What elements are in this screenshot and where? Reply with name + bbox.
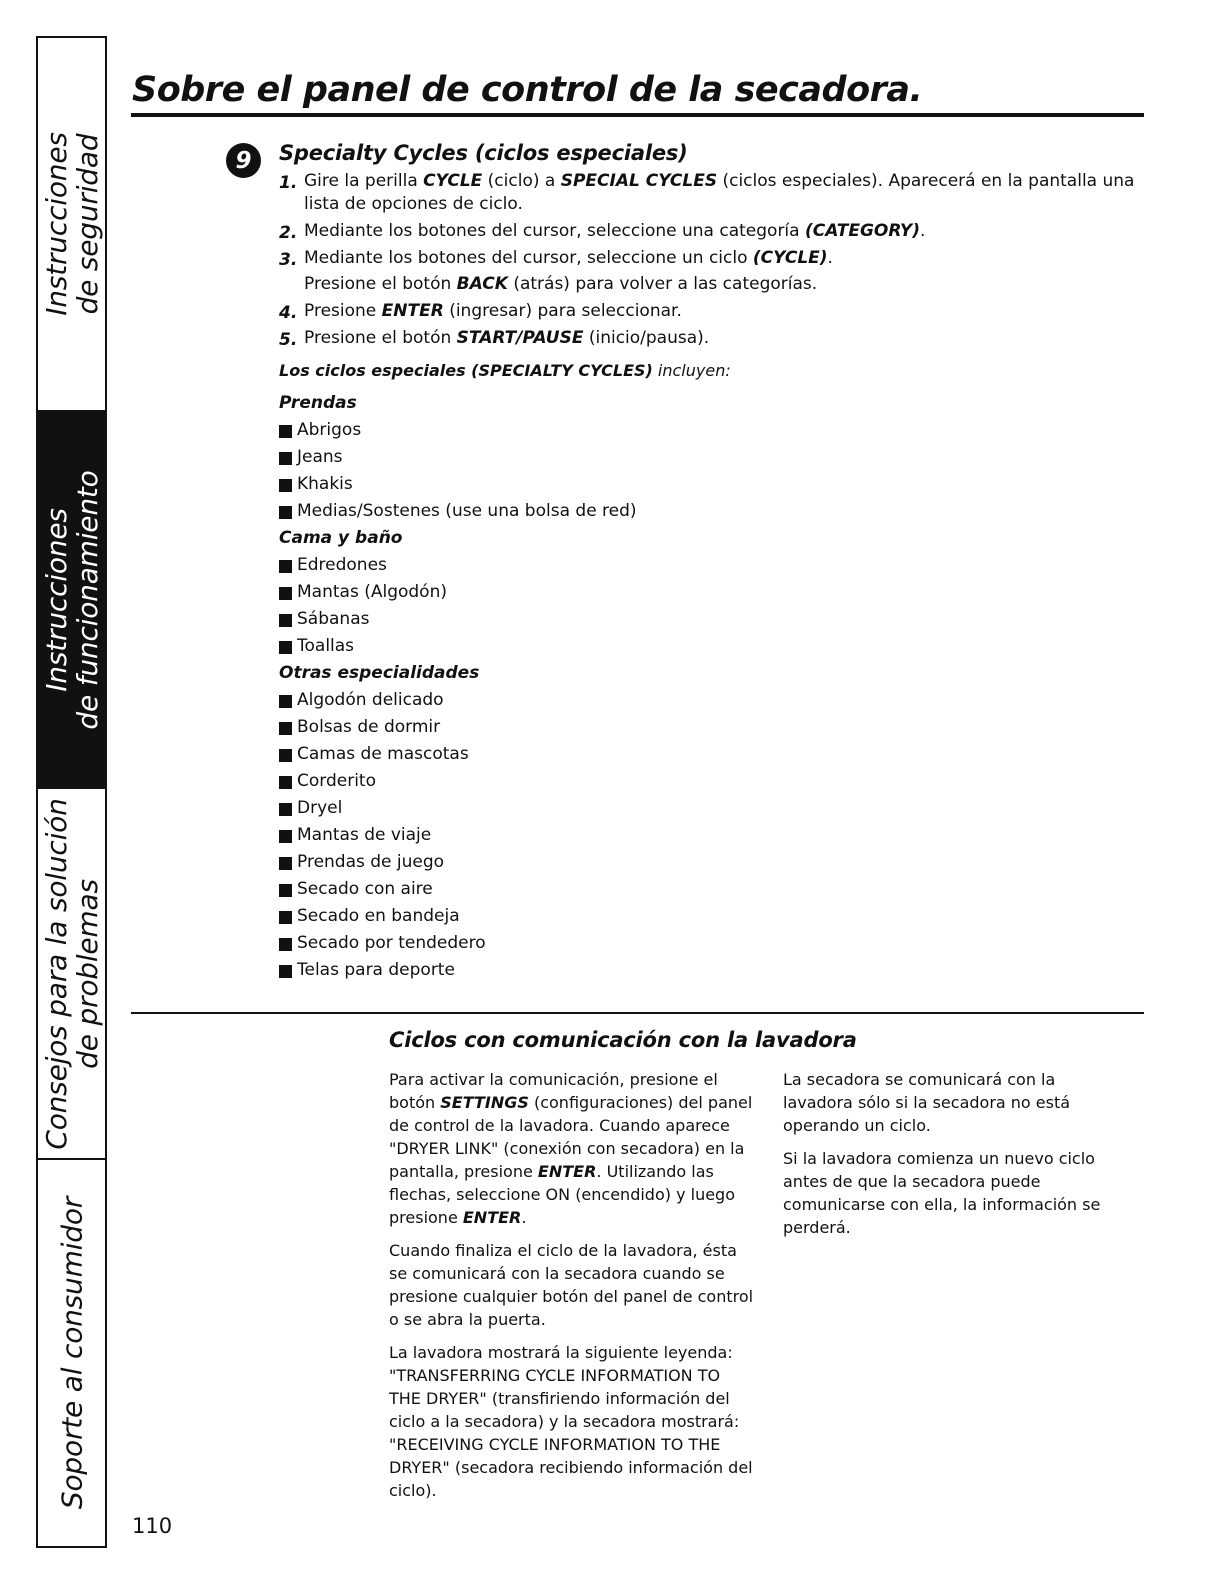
paragraph-activate: Para activar la comunicación, presione el botón SETTINGS (configuraciones) del panel de control de la lavadora. Cuando aparece "DRYER LINK" (conexión con secadora) en la pantalla, presione ENTER. Utilizando las flechas, seleccione ON (encendido) y luego presione ENTER. (389, 1070, 753, 1227)
list-item: Khakis (279, 471, 637, 498)
list-item: Algodón delicado (279, 687, 637, 714)
washer-comm-left-column (389, 1068, 754, 1512)
bullet-square-icon (279, 749, 292, 762)
tab-safety-label: Instrucciones de seguridad (39, 132, 104, 316)
bullet-square-icon (279, 722, 292, 735)
bullet-square-icon (279, 884, 292, 897)
bullet-square-icon (279, 965, 292, 978)
list-item: Toallas (279, 633, 637, 660)
bullet-square-icon (279, 803, 292, 816)
list-item: Mantas de viaje (279, 822, 637, 849)
page-title: Sobre el panel de control de la secadora. (132, 70, 923, 110)
tab-consumer-support[interactable] (38, 1160, 105, 1546)
tab-operating-label: Instrucciones de funcionamiento (39, 469, 104, 730)
bullet-square-icon (279, 479, 292, 492)
page-number: 110 (132, 1514, 173, 1538)
bullet-square-icon (279, 695, 292, 708)
step-3: 3. Mediante los botones del cursor, seleccione un ciclo (CYCLE). Presione el botón BACK (atrás) para volver a las categorías. (279, 248, 833, 294)
list-item: Dryel (279, 795, 637, 822)
bullet-square-icon (279, 641, 292, 654)
list-item: Prendas de juego (279, 849, 637, 876)
bullet-square-icon (279, 506, 292, 519)
bullet-square-icon (279, 857, 292, 870)
specialty-cycles-title: Specialty Cycles (ciclos especiales) (279, 141, 688, 165)
step-4: 4. Presione ENTER (ingresar) para seleccionar. (279, 301, 682, 323)
bullet-square-icon (279, 452, 292, 465)
list-item: Mantas (Algodón) (279, 579, 637, 606)
bullet-square-icon (279, 425, 292, 438)
specialty-steps-list (279, 170, 1149, 350)
tab-troubleshooting-label: Consejos para la solución de problemas (39, 797, 104, 1150)
side-tab-bar (36, 36, 107, 1548)
washer-communication-title: Ciclos con comunicación con la lavadora (389, 1028, 857, 1052)
list-item: Bolsas de dormir (279, 714, 637, 741)
step-5: 5. Presione el botón START/PAUSE (inicio/pausa). (279, 328, 710, 350)
list-item: Edredones (279, 552, 637, 579)
bullet-square-icon (279, 560, 292, 573)
bullet-square-icon (279, 911, 292, 924)
bullet-square-icon (279, 830, 292, 843)
list-item: Jeans (279, 444, 637, 471)
list-item: Corderito (279, 768, 637, 795)
tab-safety-instructions[interactable] (38, 38, 105, 412)
list-item: Telas para deporte (279, 957, 637, 984)
list-item: Secado por tendedero (279, 930, 637, 957)
bullet-square-icon (279, 776, 292, 789)
list-item: Sábanas (279, 606, 637, 633)
section-divider (131, 1012, 1144, 1014)
bullet-square-icon (279, 614, 292, 627)
tab-operating-instructions[interactable] (38, 412, 105, 789)
paragraph-info-lost: Si la lavadora comienza un nuevo ciclo antes de que la secadora puede comunicarse con ella, la información se perderá. (783, 1149, 1101, 1237)
list-item: Medias/Sostenes (use una bolsa de red) (279, 498, 637, 525)
category-heading: Otras especialidades (279, 663, 480, 683)
paragraph-display-message: La lavadora mostrará la siguiente leyenda: "TRANSFERRING CYCLE INFORMATION TO THE DRYER" (transfiriendo información del ciclo a la secadora) y la secadora mostrará: "RECEIVING CYCLE INFORMATION TO THE DRYER" (secadora recibiendo información del ciclo). (389, 1343, 753, 1500)
paragraph-dryer-idle: La secadora se comunicará con la lavadora sólo si la secadora no está operando un ciclo. (783, 1070, 1071, 1135)
list-item: Secado en bandeja (279, 903, 637, 930)
tab-consumer-label: Soporte al consumidor (55, 1196, 88, 1510)
paragraph-cycle-end: Cuando finaliza el ciclo de la lavadora, ésta se comunicará con la secadora cuando se presione cualquier botón del panel de control o se abra la puerta. (389, 1241, 754, 1329)
list-item: Secado con aire (279, 876, 637, 903)
category-heading: Prendas (279, 393, 357, 413)
includes-intro: Los ciclos especiales (SPECIALTY CYCLES) incluyen: (279, 361, 731, 380)
washer-comm-right-column (783, 1068, 1113, 1249)
step-1: 1. Gire la perilla CYCLE (ciclo) a SPECIAL CYCLES (ciclos especiales). Aparecerá en la pantalla una lista de opciones de ciclo. (279, 171, 1135, 214)
category-heading: Cama y baño (279, 528, 403, 548)
list-item: Camas de mascotas (279, 741, 637, 768)
bullet-square-icon (279, 938, 292, 951)
list-item: Abrigos (279, 417, 637, 444)
bullet-square-icon (279, 587, 292, 600)
specialty-categories (279, 390, 637, 984)
step-2: 2. Mediante los botones del cursor, seleccione una categoría (CATEGORY). (279, 221, 926, 243)
title-divider (131, 113, 1144, 117)
step-number-badge: 9 (226, 143, 261, 178)
tab-troubleshooting-tips[interactable] (38, 789, 105, 1160)
